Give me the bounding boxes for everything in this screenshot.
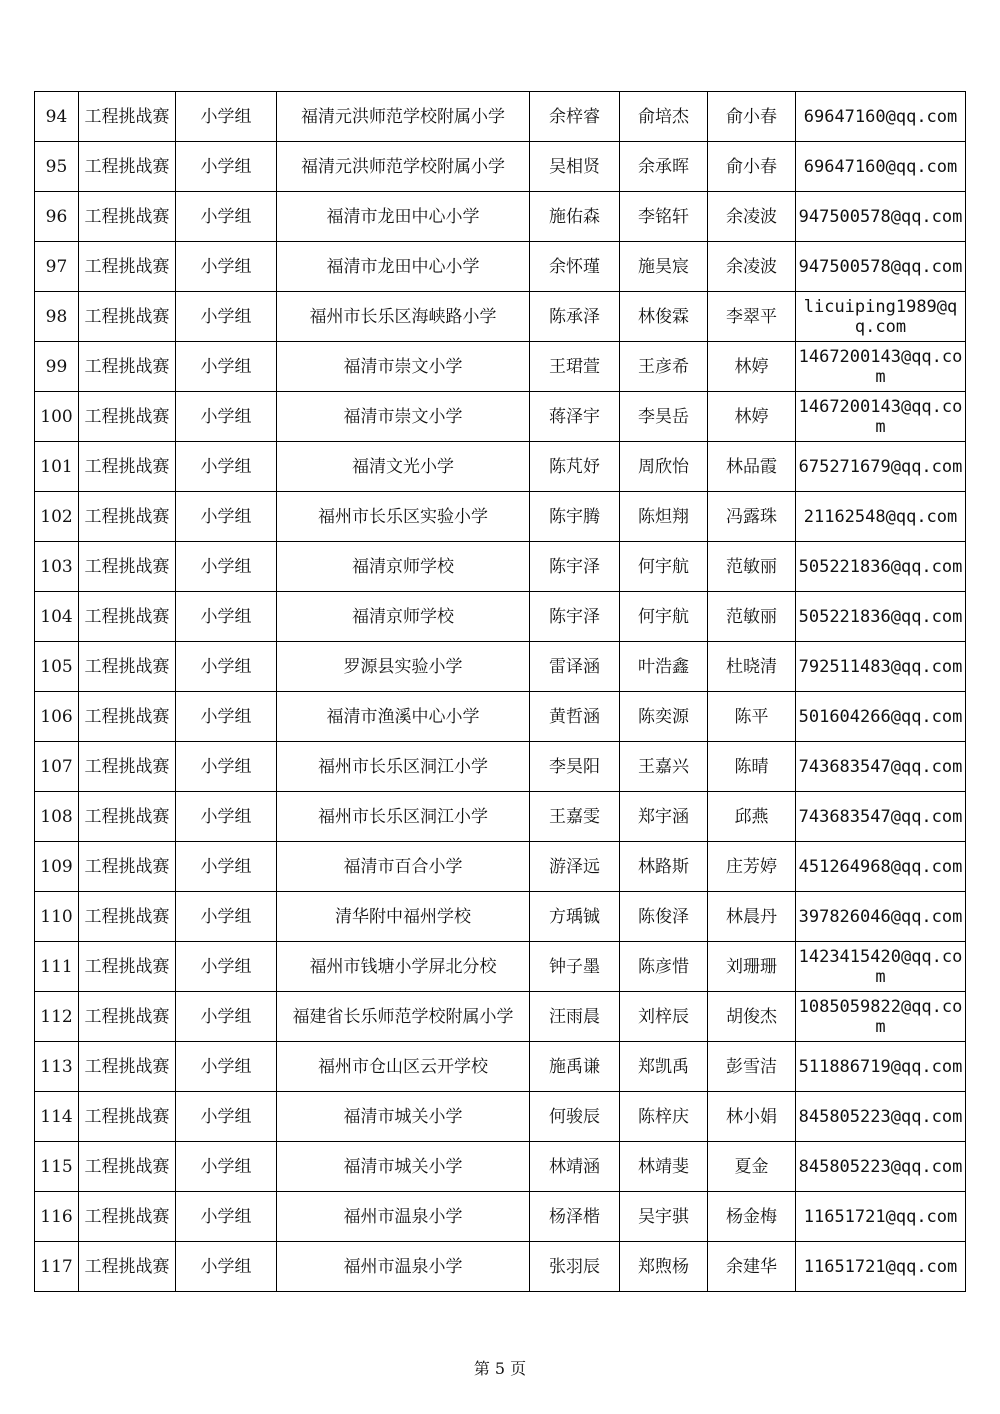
student-2: 郑宇涵 (620, 792, 708, 842)
row-number: 102 (35, 492, 79, 542)
coach-name: 李翠平 (708, 292, 796, 342)
event-name: 工程挑战赛 (79, 392, 176, 442)
row-number: 103 (35, 542, 79, 592)
group-name: 小学组 (176, 1192, 277, 1242)
student-2: 陈奕源 (620, 692, 708, 742)
event-name: 工程挑战赛 (79, 192, 176, 242)
student-2: 何宇航 (620, 592, 708, 642)
student-2: 林路斯 (620, 842, 708, 892)
row-number: 104 (35, 592, 79, 642)
contact-email: 505221836@qq.com (796, 592, 966, 642)
coach-name: 冯露珠 (708, 492, 796, 542)
school-name: 福州市长乐区洞江小学 (277, 792, 530, 842)
event-name: 工程挑战赛 (79, 592, 176, 642)
coach-name: 俞小春 (708, 142, 796, 192)
contact-email: 1467200143@qq.com (796, 392, 966, 442)
table-row (35, 392, 966, 442)
event-name: 工程挑战赛 (79, 1042, 176, 1092)
table-row (35, 742, 966, 792)
event-name: 工程挑战赛 (79, 1142, 176, 1192)
contact-email: 511886719@qq.com (796, 1042, 966, 1092)
school-name: 福州市钱塘小学屏北分校 (277, 942, 530, 992)
event-name: 工程挑战赛 (79, 92, 176, 142)
student-2: 林靖斐 (620, 1142, 708, 1192)
contact-email: 1423415420@qq.com (796, 942, 966, 992)
school-name: 福清市崇文小学 (277, 392, 530, 442)
contact-email: 69647160@qq.com (796, 92, 966, 142)
student-1: 王嘉雯 (530, 792, 620, 842)
student-2: 王彦希 (620, 342, 708, 392)
coach-name: 刘珊珊 (708, 942, 796, 992)
event-name: 工程挑战赛 (79, 892, 176, 942)
student-1: 方瑀铖 (530, 892, 620, 942)
student-1: 黄哲涵 (530, 692, 620, 742)
school-name: 福清元洪师范学校附属小学 (277, 92, 530, 142)
coach-name: 余凌波 (708, 242, 796, 292)
coach-name: 夏金 (708, 1142, 796, 1192)
student-2: 叶浩鑫 (620, 642, 708, 692)
coach-name: 邱燕 (708, 792, 796, 842)
student-2: 吴宇骐 (620, 1192, 708, 1242)
table-row (35, 942, 966, 992)
contact-email: 947500578@qq.com (796, 242, 966, 292)
coach-name: 彭雪洁 (708, 1042, 796, 1092)
group-name: 小学组 (176, 742, 277, 792)
student-1: 陈宇腾 (530, 492, 620, 542)
school-name: 福州市温泉小学 (277, 1242, 530, 1292)
student-1: 施禹谦 (530, 1042, 620, 1092)
school-name: 福州市仓山区云开学校 (277, 1042, 530, 1092)
table-row (35, 92, 966, 142)
row-number: 115 (35, 1142, 79, 1192)
row-number: 106 (35, 692, 79, 742)
table-row (35, 292, 966, 342)
school-name: 福清市龙田中心小学 (277, 192, 530, 242)
school-name: 福清市百合小学 (277, 842, 530, 892)
event-name: 工程挑战赛 (79, 642, 176, 692)
roster-table (34, 91, 966, 1292)
event-name: 工程挑战赛 (79, 492, 176, 542)
table-row (35, 1242, 966, 1292)
school-name: 福州市长乐区实验小学 (277, 492, 530, 542)
contact-email: 501604266@qq.com (796, 692, 966, 742)
table-row (35, 592, 966, 642)
coach-name: 杜晓清 (708, 642, 796, 692)
student-2: 陈彦惜 (620, 942, 708, 992)
student-2: 俞培杰 (620, 92, 708, 142)
student-1: 陈宇泽 (530, 592, 620, 642)
group-name: 小学组 (176, 1242, 277, 1292)
contact-email: 792511483@qq.com (796, 642, 966, 692)
student-1: 林靖涵 (530, 1142, 620, 1192)
row-number: 112 (35, 992, 79, 1042)
school-name: 福清京师学校 (277, 542, 530, 592)
school-name: 福建省长乐师范学校附属小学 (277, 992, 530, 1042)
table-row (35, 1142, 966, 1192)
coach-name: 杨金梅 (708, 1192, 796, 1242)
table-row (35, 692, 966, 742)
student-2: 余承晖 (620, 142, 708, 192)
student-2: 王嘉兴 (620, 742, 708, 792)
contact-email: 845805223@qq.com (796, 1142, 966, 1192)
page-footer (0, 1356, 1000, 1379)
table-row (35, 892, 966, 942)
student-1: 雷译涵 (530, 642, 620, 692)
page-footer-prefix: 第 (473, 1359, 490, 1378)
student-1: 李昊阳 (530, 742, 620, 792)
coach-name: 林婷 (708, 392, 796, 442)
student-2: 何宇航 (620, 542, 708, 592)
student-2: 周欣怡 (620, 442, 708, 492)
group-name: 小学组 (176, 292, 277, 342)
group-name: 小学组 (176, 992, 277, 1042)
student-1: 蒋泽宇 (530, 392, 620, 442)
event-name: 工程挑战赛 (79, 242, 176, 292)
school-name: 福州市温泉小学 (277, 1192, 530, 1242)
student-2: 刘梓辰 (620, 992, 708, 1042)
row-number: 108 (35, 792, 79, 842)
coach-name: 庄芳婷 (708, 842, 796, 892)
contact-email: 743683547@qq.com (796, 792, 966, 842)
group-name: 小学组 (176, 942, 277, 992)
school-name: 福清市渔溪中心小学 (277, 692, 530, 742)
student-1: 陈芃妤 (530, 442, 620, 492)
row-number: 101 (35, 442, 79, 492)
student-1: 张羽辰 (530, 1242, 620, 1292)
table-row (35, 142, 966, 192)
student-2: 陈炟翔 (620, 492, 708, 542)
contact-email: 451264968@qq.com (796, 842, 966, 892)
contact-email: 947500578@qq.com (796, 192, 966, 242)
row-number: 99 (35, 342, 79, 392)
event-name: 工程挑战赛 (79, 292, 176, 342)
row-number: 94 (35, 92, 79, 142)
event-name: 工程挑战赛 (79, 442, 176, 492)
group-name: 小学组 (176, 392, 277, 442)
page-number: 5 (494, 1359, 506, 1378)
student-2: 李铭轩 (620, 192, 708, 242)
student-1: 吴相贤 (530, 142, 620, 192)
student-2: 郑凯禹 (620, 1042, 708, 1092)
group-name: 小学组 (176, 692, 277, 742)
table-row (35, 842, 966, 892)
student-1: 杨泽楷 (530, 1192, 620, 1242)
row-number: 105 (35, 642, 79, 692)
group-name: 小学组 (176, 492, 277, 542)
coach-name: 林品霞 (708, 442, 796, 492)
row-number: 95 (35, 142, 79, 192)
event-name: 工程挑战赛 (79, 542, 176, 592)
table-row (35, 992, 966, 1042)
page-footer-suffix: 页 (510, 1359, 527, 1378)
school-name: 福清元洪师范学校附属小学 (277, 142, 530, 192)
row-number: 96 (35, 192, 79, 242)
contact-email: licuiping1989@qq.com (796, 292, 966, 342)
event-name: 工程挑战赛 (79, 842, 176, 892)
coach-name: 范敏丽 (708, 592, 796, 642)
coach-name: 胡俊杰 (708, 992, 796, 1042)
student-2: 陈俊泽 (620, 892, 708, 942)
school-name: 清华附中福州学校 (277, 892, 530, 942)
student-2: 林俊霖 (620, 292, 708, 342)
event-name: 工程挑战赛 (79, 742, 176, 792)
roster-body (35, 92, 966, 1292)
event-name: 工程挑战赛 (79, 792, 176, 842)
group-name: 小学组 (176, 242, 277, 292)
contact-email: 1085059822@qq.com (796, 992, 966, 1042)
coach-name: 俞小春 (708, 92, 796, 142)
contact-email: 845805223@qq.com (796, 1092, 966, 1142)
row-number: 100 (35, 392, 79, 442)
student-1: 余怀瑾 (530, 242, 620, 292)
contact-email: 69647160@qq.com (796, 142, 966, 192)
school-name: 福清市崇文小学 (277, 342, 530, 392)
coach-name: 林晨丹 (708, 892, 796, 942)
coach-name: 余凌波 (708, 192, 796, 242)
row-number: 116 (35, 1192, 79, 1242)
event-name: 工程挑战赛 (79, 1242, 176, 1292)
student-1: 余梓睿 (530, 92, 620, 142)
contact-email: 1467200143@qq.com (796, 342, 966, 392)
table-row (35, 642, 966, 692)
table-row (35, 242, 966, 292)
table-row (35, 1042, 966, 1092)
school-name: 福清市城关小学 (277, 1092, 530, 1142)
event-name: 工程挑战赛 (79, 1092, 176, 1142)
school-name: 福清京师学校 (277, 592, 530, 642)
contact-email: 11651721@qq.com (796, 1242, 966, 1292)
student-1: 游泽远 (530, 842, 620, 892)
student-1: 王珺萱 (530, 342, 620, 392)
school-name: 福清市龙田中心小学 (277, 242, 530, 292)
student-1: 陈宇泽 (530, 542, 620, 592)
contact-email: 743683547@qq.com (796, 742, 966, 792)
table-row (35, 192, 966, 242)
row-number: 111 (35, 942, 79, 992)
group-name: 小学组 (176, 442, 277, 492)
event-name: 工程挑战赛 (79, 342, 176, 392)
group-name: 小学组 (176, 1042, 277, 1092)
table-row (35, 1092, 966, 1142)
event-name: 工程挑战赛 (79, 992, 176, 1042)
student-2: 李昊岳 (620, 392, 708, 442)
row-number: 114 (35, 1092, 79, 1142)
coach-name: 范敏丽 (708, 542, 796, 592)
event-name: 工程挑战赛 (79, 142, 176, 192)
group-name: 小学组 (176, 92, 277, 142)
school-name: 罗源县实验小学 (277, 642, 530, 692)
student-2: 陈梓庆 (620, 1092, 708, 1142)
group-name: 小学组 (176, 892, 277, 942)
event-name: 工程挑战赛 (79, 942, 176, 992)
group-name: 小学组 (176, 142, 277, 192)
row-number: 107 (35, 742, 79, 792)
group-name: 小学组 (176, 592, 277, 642)
coach-name: 林婷 (708, 342, 796, 392)
row-number: 113 (35, 1042, 79, 1092)
school-name: 福州市长乐区海峡路小学 (277, 292, 530, 342)
school-name: 福州市长乐区洞江小学 (277, 742, 530, 792)
table-row (35, 1192, 966, 1242)
contact-email: 11651721@qq.com (796, 1192, 966, 1242)
coach-name: 林小娟 (708, 1092, 796, 1142)
student-2: 郑煦杨 (620, 1242, 708, 1292)
student-1: 施佑森 (530, 192, 620, 242)
school-name: 福清文光小学 (277, 442, 530, 492)
student-1: 何骏辰 (530, 1092, 620, 1142)
contact-email: 675271679@qq.com (796, 442, 966, 492)
group-name: 小学组 (176, 1092, 277, 1142)
group-name: 小学组 (176, 792, 277, 842)
row-number: 97 (35, 242, 79, 292)
student-1: 陈承泽 (530, 292, 620, 342)
group-name: 小学组 (176, 192, 277, 242)
row-number: 110 (35, 892, 79, 942)
coach-name: 陈平 (708, 692, 796, 742)
group-name: 小学组 (176, 642, 277, 692)
table-row (35, 442, 966, 492)
group-name: 小学组 (176, 542, 277, 592)
row-number: 98 (35, 292, 79, 342)
coach-name: 陈晴 (708, 742, 796, 792)
table-row (35, 792, 966, 842)
table-row (35, 542, 966, 592)
group-name: 小学组 (176, 842, 277, 892)
table-row (35, 492, 966, 542)
student-1: 汪雨晨 (530, 992, 620, 1042)
group-name: 小学组 (176, 342, 277, 392)
group-name: 小学组 (176, 1142, 277, 1192)
coach-name: 余建华 (708, 1242, 796, 1292)
table-row (35, 342, 966, 392)
event-name: 工程挑战赛 (79, 692, 176, 742)
event-name: 工程挑战赛 (79, 1192, 176, 1242)
row-number: 109 (35, 842, 79, 892)
contact-email: 505221836@qq.com (796, 542, 966, 592)
contact-email: 21162548@qq.com (796, 492, 966, 542)
student-1: 钟子墨 (530, 942, 620, 992)
school-name: 福清市城关小学 (277, 1142, 530, 1192)
student-2: 施昊宸 (620, 242, 708, 292)
row-number: 117 (35, 1242, 79, 1292)
contact-email: 397826046@qq.com (796, 892, 966, 942)
